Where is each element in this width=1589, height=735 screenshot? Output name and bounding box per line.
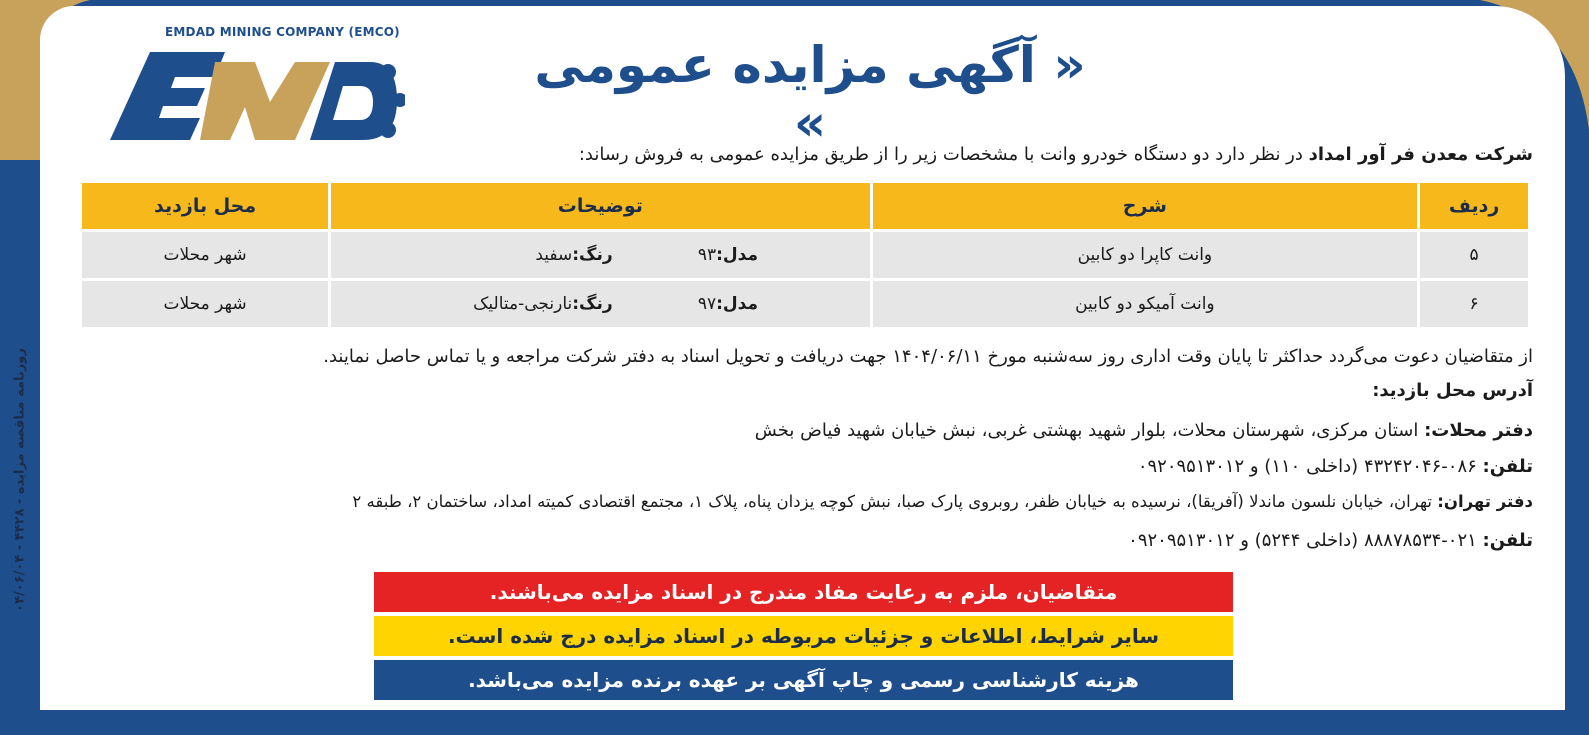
table-row — [82, 281, 1528, 327]
mahallat-address: استان مرکزی، شهرستان محلات، بلوار شهید بهشتی غربی، نبش خیابان شهید فیاض بخش — [754, 420, 1425, 441]
col-header-details: توضیحات — [331, 183, 869, 229]
mahallat-office — [73, 420, 1533, 441]
table-header-row — [82, 183, 1528, 229]
vehicles-table — [79, 180, 1531, 330]
color-label: رنگ: — [572, 245, 613, 265]
tehran-label: دفتر تهران: — [1437, 492, 1533, 511]
side-note-text: روزنامه مناقصه مزایده - ۴۴۲۸ - ۰۴/۰۶/۰۴ — [12, 348, 28, 612]
model-cell — [618, 245, 758, 265]
col-header-location: محل بازدید — [82, 183, 328, 229]
color-value: نارنجی-متالیک — [473, 294, 573, 314]
row-number: ۵ — [1420, 232, 1528, 278]
tehran-phone — [73, 530, 1533, 551]
company-name: شرکت معدن فر آور امداد — [1308, 144, 1533, 165]
emco-logo — [105, 22, 405, 142]
banner-obligation: متقاضیان، ملزم به رعایت مفاد مندرج در اسناد مزایده می‌باشند. — [374, 572, 1233, 612]
col-header-description: شرح — [873, 183, 1418, 229]
intro-paragraph — [93, 144, 1533, 165]
model-value: ۹۳ — [697, 245, 717, 265]
row-details — [331, 232, 869, 278]
model-label: مدل: — [716, 294, 759, 314]
row-location: شهر محلات — [82, 232, 328, 278]
table-row — [82, 232, 1528, 278]
mahallat-phone — [73, 456, 1533, 477]
color-cell — [443, 245, 613, 265]
mahallat-phone-label: تلفن: — [1482, 456, 1533, 477]
tehran-office — [73, 492, 1533, 511]
intro-text: در نظر دارد دو دستگاه خودرو وانت با مشخصات زیر را از طریق مزایده عمومی به فروش رساند: — [578, 144, 1309, 165]
mahallat-label: دفتر محلات: — [1424, 420, 1533, 441]
banner-conditions: سایر شرایط، اطلاعات و جزئیات مربوطه در اسناد مزایده درج شده است. — [374, 616, 1233, 656]
row-description: وانت آمیکو دو کابین — [873, 281, 1418, 327]
color-label: رنگ: — [572, 294, 613, 314]
row-details — [331, 281, 869, 327]
invitation-paragraph: از متقاضیان دعوت می‌گردد حداکثر تا پایان وقت اداری روز سه‌شنبه مورخ ۱۴۰۴/۰۶/۱۱ جهت دریافت و تحویل اسناد به دفتر شرکت مراجعه و یا تماس حاصل نمایند. — [323, 346, 1533, 367]
tehran-address: تهران، خیابان نلسون ماندلا (آفریقا)، نرسیده به خیابان ظفر، روبروی پارک صبا، نبش کوچه یزدان پناه، پلاک ۱، مجتمع اقتصادی کمیته امداد، ساختمان ۲، طبقه ۲ — [352, 492, 1438, 511]
banner-costs: هزینه کارشناسی رسمی و چاپ آگهی بر عهده برنده مزایده می‌باشد. — [374, 660, 1233, 700]
address-heading — [73, 380, 1533, 401]
notice-title: « آگهی مزایده عمومی » — [534, 36, 1086, 152]
col-header-row-no: ردیف — [1420, 183, 1528, 229]
tehran-phone-number: ۰۲۱-۸۸۸۷۸۵۳۴ (داخلی ۵۲۴۴) و ۰۹۲۰۹۵۱۳۰۱۲ — [1128, 530, 1483, 551]
color-value: سفید — [535, 245, 573, 265]
mahallat-phone-number: ۰۸۶-۴۳۲۴۲۰۴۶ (داخلی ۱۱۰) و ۰۹۲۰۹۵۱۳۰۱۲ — [1137, 456, 1483, 477]
newspaper-side-note — [2, 330, 38, 630]
tehran-phone-label: تلفن: — [1482, 530, 1533, 551]
logo-caption: EMDAD MINING COMPANY (EMCO) — [165, 25, 400, 39]
model-value: ۹۷ — [697, 294, 717, 314]
row-location: شهر محلات — [82, 281, 328, 327]
row-number: ۶ — [1420, 281, 1528, 327]
address-heading-text: آدرس محل بازدید: — [1372, 380, 1533, 401]
model-cell — [618, 294, 758, 314]
color-cell — [443, 294, 613, 314]
model-label: مدل: — [716, 245, 759, 265]
row-description: وانت کاپرا دو کابین — [873, 232, 1418, 278]
